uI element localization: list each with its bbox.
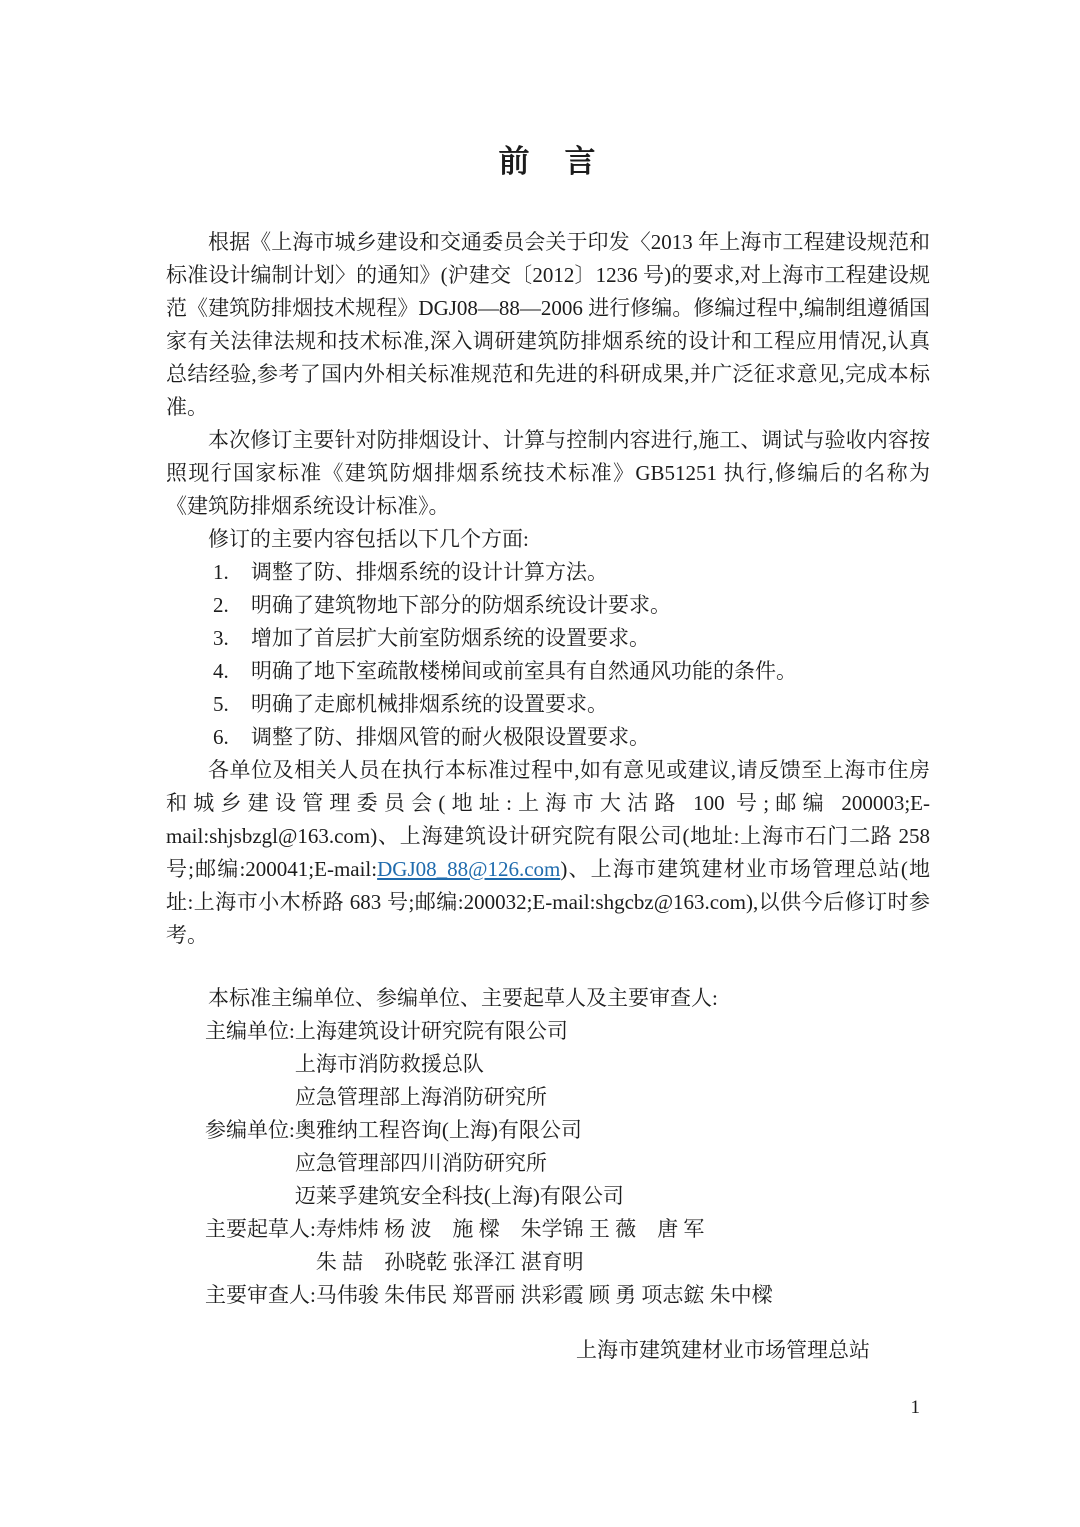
credits-section (166, 982, 930, 1312)
credit-row-drafters (166, 1213, 930, 1279)
revision-item-4 (166, 655, 930, 688)
credit-label-co-editor: 参编单位: (205, 1118, 295, 1142)
revision-item-number: 5. (213, 692, 229, 716)
credit-row-co-editor (166, 1114, 930, 1213)
revision-item-number: 1. (213, 560, 229, 584)
credit-row-chief-editor (166, 1015, 930, 1114)
paragraph-feedback (166, 754, 930, 952)
credit-lines-reviewers (316, 1279, 930, 1312)
revision-item-5 (166, 688, 930, 721)
revision-item-number: 4. (213, 659, 229, 683)
credit-line: 应急管理部上海消防研究所 (294, 1085, 547, 1109)
credit-lines-co-editor (295, 1114, 930, 1213)
revision-item-text: 明确了地下室疏散楼梯间或前室具有自然通风功能的条件。 (251, 659, 797, 683)
feedback-text-after: )、上海市建筑建材业市场管理总站(地址:上海市小木桥路 683 号;邮编:200032;E-mail:shgcbz@163.com),以供今后修订时参考。 (166, 857, 930, 947)
credit-lines-drafters (316, 1213, 930, 1279)
credit-line: 马伟骏 朱伟民 郑晋丽 洪彩霞 顾 勇 项志鋐 朱中樑 (315, 1283, 773, 1307)
credit-line: 应急管理部四川消防研究所 (294, 1151, 547, 1175)
issuing-organization: 上海市建筑建材业市场管理总站 (576, 1338, 870, 1362)
credits-intro: 本标准主编单位、参编单位、主要起草人及主要审查人: (208, 986, 718, 1010)
revision-item-2 (166, 589, 930, 622)
revision-item-6 (166, 721, 930, 754)
paragraph-background: 根据《上海市城乡建设和交通委员会关于印发〈2013 年上海市工程建设规范和标准设计编制计划〉的通知》(沪建交〔2012〕1236 号)的要求,对上海市工程建设规范《建筑防排烟技术规程》DGJ08—88—2006 进行修编。修编过程中,编制组遵循国家有关法律法规和技术标准,深入调研建筑防排烟系统的设计和工程应用情况,认真总结经验,参考了国内外相关标准规范和先进的科研成果,并广泛征求意见,完成本标准。 (166, 230, 930, 419)
revision-item-text: 明确了建筑物地下部分的防烟系统设计要求。 (251, 593, 671, 617)
credit-line: 上海建筑设计研究院有限公司 (294, 1019, 568, 1043)
feedback-text-before: 各单位及相关人员在执行本标准过程中,如有意见或建议,请反馈至上海市住房和城乡建设管理委员会(地址:上海市大沽路 100 号;邮编 200003;E-mail:shjsbzgl@163.com)、上海建筑设计研究院有限公司(地址:上海市石门二路 258 号;邮编:200041;E-mail: (166, 758, 930, 881)
credit-label-reviewers: 主要审查人: (205, 1283, 316, 1307)
page-number: 1 (910, 1397, 920, 1418)
credit-line: 朱 喆 孙晓乾 张泽江 湛育明 (315, 1250, 584, 1274)
revision-item-text: 增加了首层扩大前室防烟系统的设置要求。 (251, 626, 650, 650)
credit-line: 奥雅纳工程咨询(上海)有限公司 (294, 1118, 582, 1142)
revision-item-number: 6. (213, 725, 229, 749)
credit-row-reviewers (166, 1279, 930, 1312)
email-link[interactable]: DGJ08_88@126.com (377, 857, 561, 881)
revision-item-text: 调整了防、排烟系统的设计计算方法。 (251, 560, 608, 584)
revision-item-text: 明确了走廊机械排烟系统的设置要求。 (251, 692, 608, 716)
paragraph-revision-intro: 修订的主要内容包括以下几个方面: (208, 527, 529, 551)
credit-label-chief-editor: 主编单位: (205, 1019, 295, 1043)
credit-line: 迈莱孚建筑安全科技(上海)有限公司 (294, 1184, 624, 1208)
revision-item-number: 2. (213, 593, 229, 617)
credit-label-drafters: 主要起草人: (205, 1217, 316, 1241)
revision-item-1 (166, 556, 930, 589)
revision-list (166, 556, 930, 754)
paragraph-revision-scope: 本次修订主要针对防排烟设计、计算与控制内容进行,施工、调试与验收内容按照现行国家标准《建筑防烟排烟系统技术标准》GB51251 执行,修编后的名称为《建筑防排烟系统设计标准》。 (166, 428, 930, 518)
credit-lines-chief-editor (295, 1015, 930, 1114)
revision-item-3 (166, 622, 930, 655)
credit-line: 上海市消防救援总队 (294, 1052, 484, 1076)
credit-line: 寿炜炜 杨 波 施 樑 朱学锦 王 薇 唐 军 (315, 1217, 705, 1241)
page-title: 前 言 (498, 144, 598, 179)
revision-item-text: 调整了防、排烟风管的耐火极限设置要求。 (251, 725, 650, 749)
revision-item-number: 3. (213, 626, 229, 650)
